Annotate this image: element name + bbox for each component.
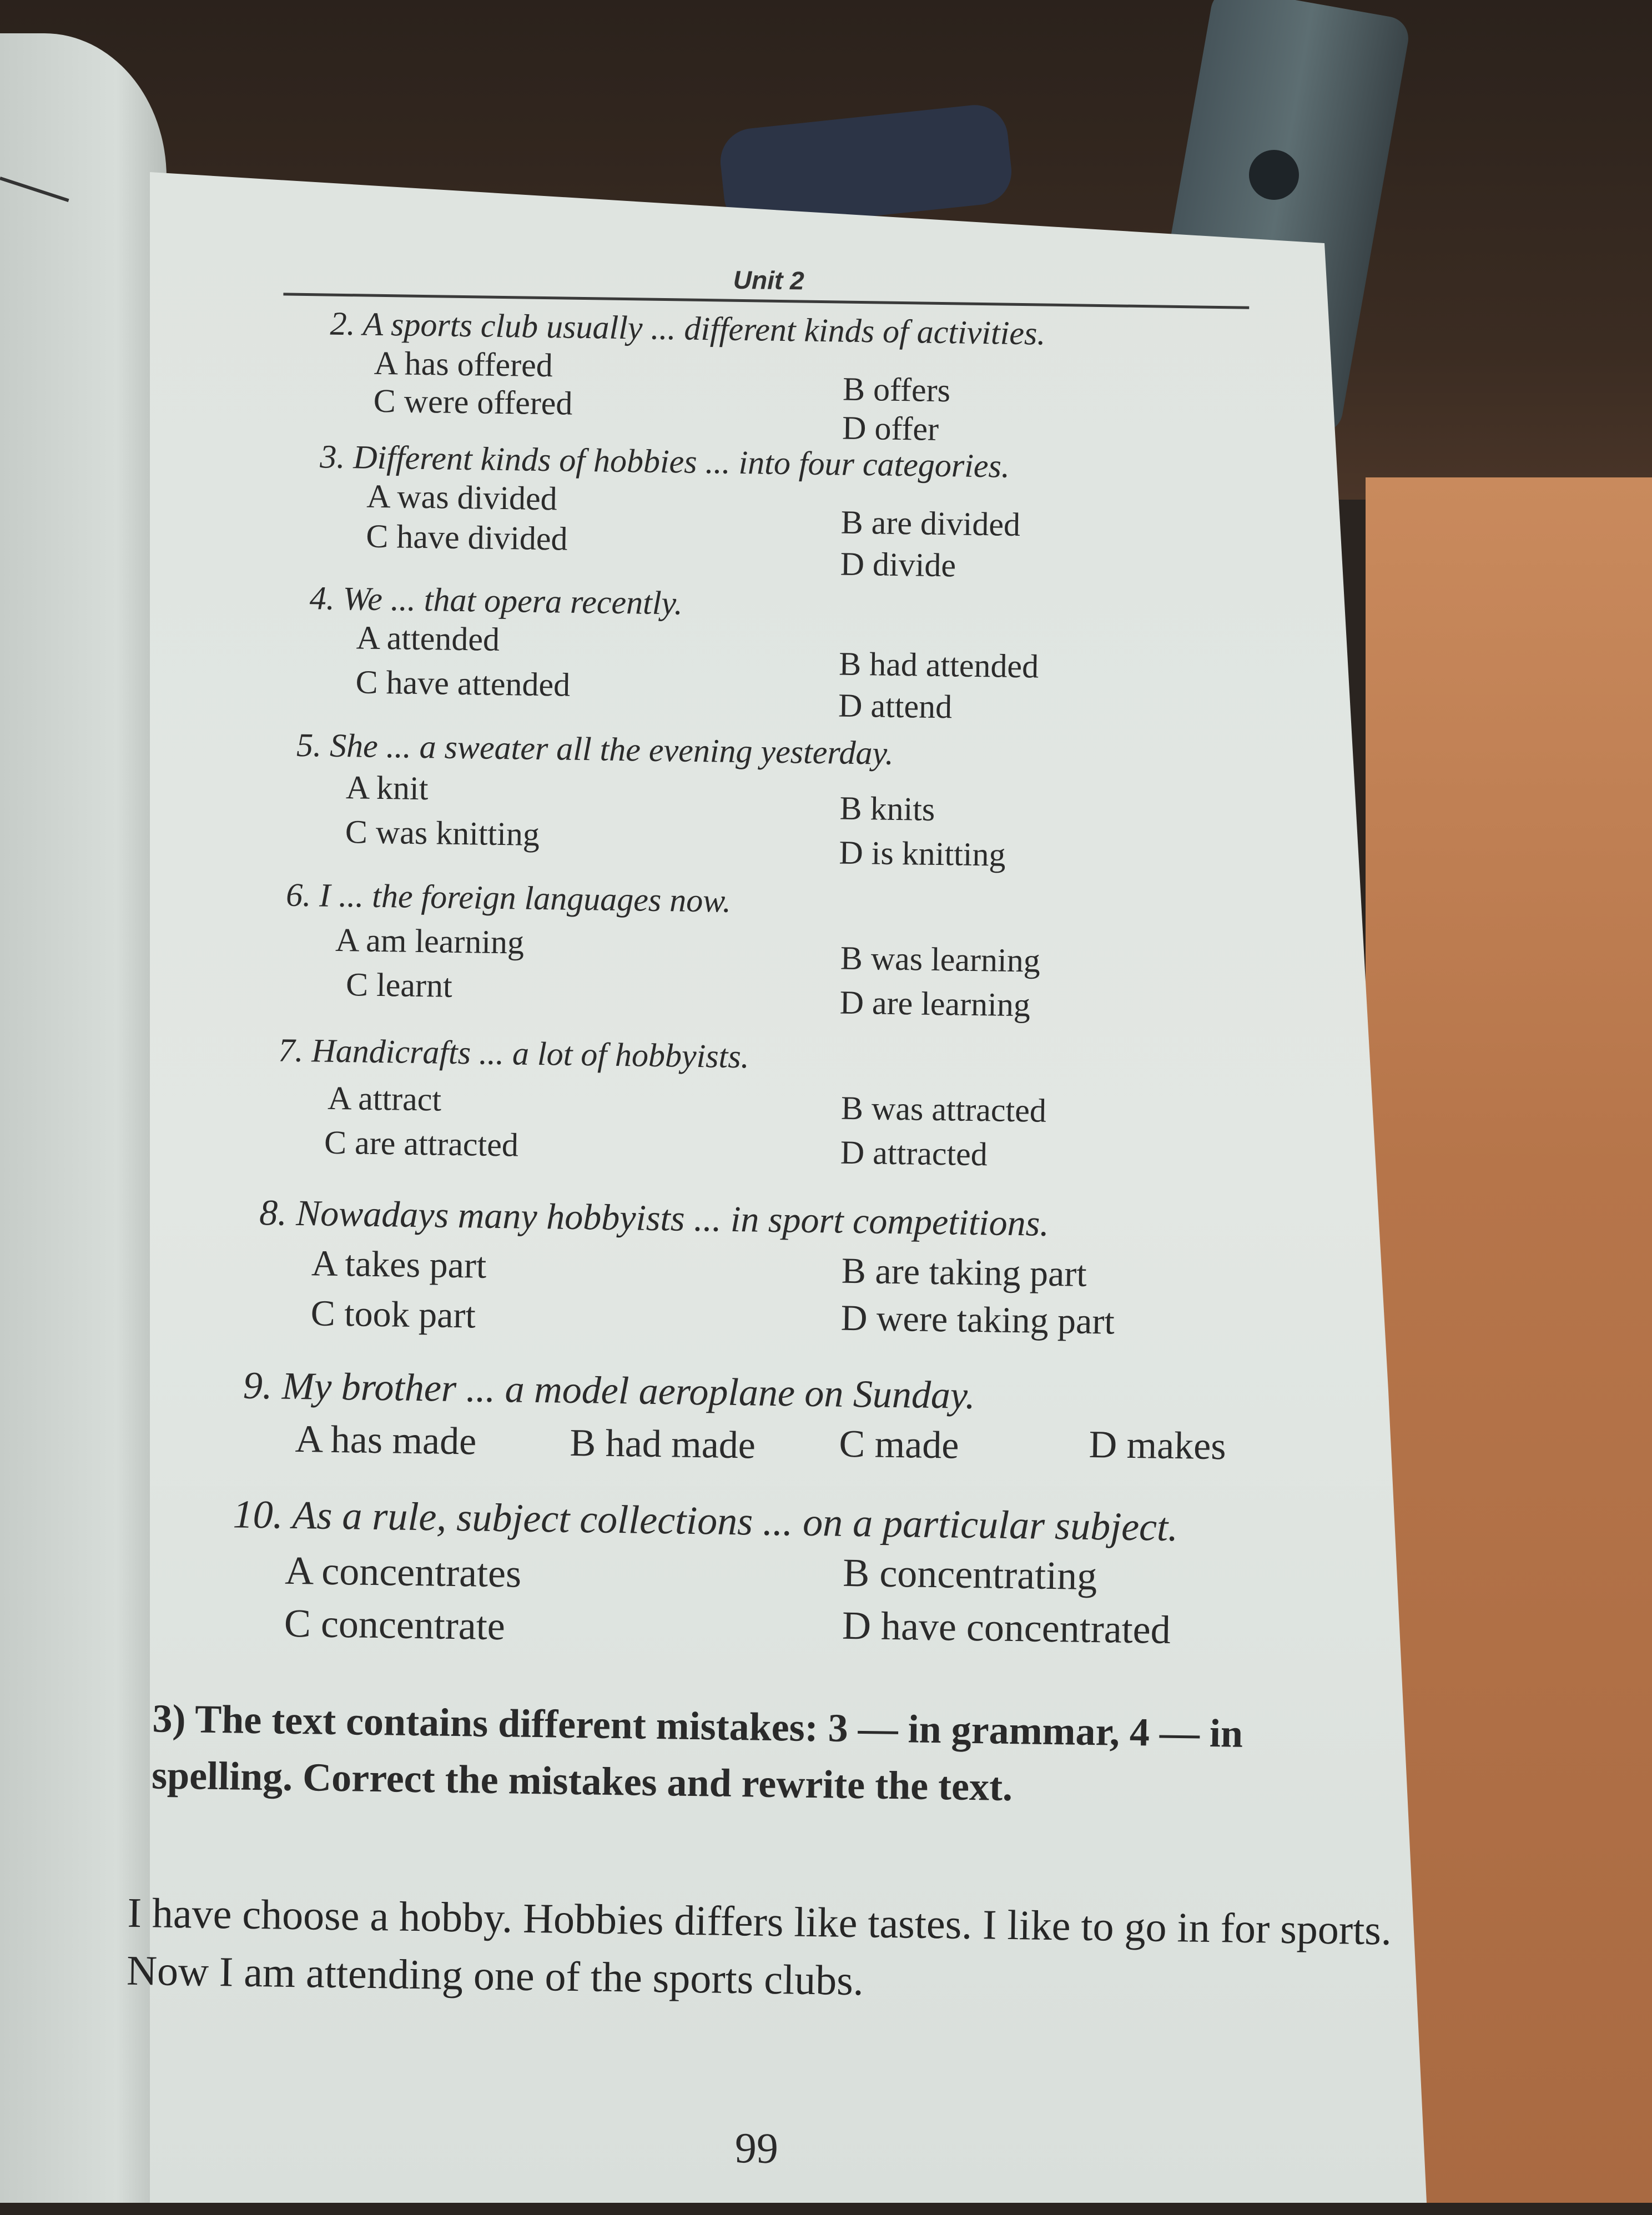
task-instruction: 3) The text contains different mistakes: 3 — in grammar, 4 — in spelling. Correct the mistakes and rewrite the text. <box>151 1696 1243 1810</box>
option-c: C was knitting <box>345 813 540 853</box>
option-c: C took part <box>310 1293 476 1336</box>
option-c: C have divided <box>365 517 568 557</box>
option-a: A knit <box>345 769 429 807</box>
question-stem: 4. We ... that opera recently. <box>309 580 683 622</box>
option-c: C concentrate <box>284 1600 506 1649</box>
question-stem: 6. I ... the foreign languages now. <box>285 876 732 919</box>
option-a: A has offered <box>374 344 553 384</box>
question-stem: 8. Nowadays many hobbyists ... in sport competitions. <box>259 1192 1050 1244</box>
page-number: 99 <box>734 2123 779 2173</box>
option-d: D are learning <box>839 984 1031 1024</box>
option-b: B knits <box>839 789 935 828</box>
question-stem: 5. She ... a sweater all the evening yesterday. <box>296 726 894 772</box>
option-b: B are taking part <box>841 1250 1087 1295</box>
option-d: D divide <box>840 545 956 584</box>
option-c: C were offered <box>373 382 573 422</box>
question-stem: 2. A sports club usually ... different kinds of activities. <box>330 305 1046 352</box>
option-b: B concentrating <box>842 1550 1097 1599</box>
option-a: A attract <box>327 1079 442 1118</box>
option-a: A was divided <box>366 477 558 517</box>
option-a: A has made <box>295 1417 477 1463</box>
option-d: D attracted <box>840 1134 988 1173</box>
option-d: D have concentrated <box>842 1603 1171 1652</box>
option-d: D were taking part <box>840 1297 1115 1342</box>
option-c: C learnt <box>345 966 453 1004</box>
option-a: A concentrates <box>284 1548 522 1596</box>
option-b: B offers <box>842 370 951 409</box>
question-stem: 9. My brother ... a model aeroplane on Sunday. <box>243 1364 976 1418</box>
option-c: C made <box>839 1422 959 1467</box>
option-b: B was attracted <box>840 1089 1047 1129</box>
option-a: A takes part <box>311 1243 487 1286</box>
question-stem: 3. Different kinds of hobbies ... into four categories. <box>319 438 1010 485</box>
question-stem: 7. Handicrafts ... a lot of hobbyists. <box>278 1031 750 1075</box>
option-b: B are divided <box>840 504 1021 543</box>
unit-header: Unit 2 <box>733 265 805 295</box>
passage-text: I have choose a hobby. Hobbies differs like tastes. I like to go in for sports. Now I am attending one of the sports clubs. <box>126 1889 1392 2005</box>
option-b: B had attended <box>838 645 1039 685</box>
option-d: D makes <box>1089 1423 1227 1468</box>
option-b: B had made <box>570 1421 756 1467</box>
option-d: D is knitting <box>839 834 1006 873</box>
option-a: A am learning <box>335 921 525 961</box>
question-stem: 10. As a rule, subject collections ... on a particular subject. <box>233 1492 1178 1550</box>
option-a: A attended <box>356 619 500 658</box>
option-d: D attend <box>838 687 953 726</box>
option-d: D offer <box>842 409 939 447</box>
option-c: C have attended <box>355 663 571 703</box>
option-b: B was learning <box>840 939 1041 979</box>
option-c: C are attracted <box>324 1124 519 1164</box>
